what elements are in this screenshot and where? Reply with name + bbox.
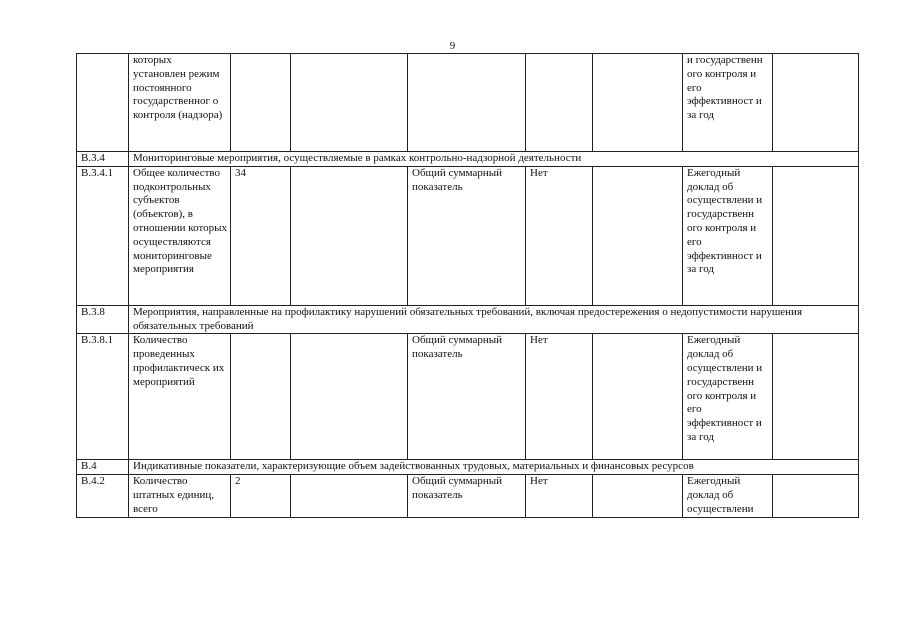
table-row [77, 166, 859, 305]
row-code: B.3.4.1 [77, 166, 129, 305]
indicator-flag: Нет [526, 334, 593, 460]
indicator-name: Количество проведенных профилактическ их мероприятий [129, 334, 231, 460]
section-title: Индикативные показатели, характеризующие объем задействованных трудовых, материальных и финансовых ресурсов [129, 460, 859, 475]
indicator-value: 34 [231, 166, 291, 305]
blank-cell [291, 166, 408, 305]
indicator-value [231, 334, 291, 460]
last-cell [773, 166, 859, 305]
row-code: B.3.8.1 [77, 334, 129, 460]
extra-cell [593, 166, 683, 305]
indicator-type: Общий суммарный показатель [408, 334, 526, 460]
indicator-source: Ежегодный доклад об осуществлени и государственн ого контроля и его эффективност и за год [683, 166, 773, 305]
blank-cell [291, 475, 408, 518]
indicator-source: Ежегодный доклад об осуществлени [683, 475, 773, 518]
indicator-value: 2 [231, 475, 291, 518]
extra-cell [593, 334, 683, 460]
extra-cell [593, 54, 683, 152]
section-code: B.4 [77, 460, 129, 475]
indicator-name: которых установлен режим постоянного государственног о контроля (надзора) [129, 54, 231, 152]
page-number: 9 [449, 40, 456, 52]
last-cell [773, 54, 859, 152]
last-cell [773, 334, 859, 460]
table-row [77, 54, 859, 152]
row-code: B.4.2 [77, 475, 129, 518]
indicator-name: Количество штатных единиц, всего [129, 475, 231, 518]
blank-cell [291, 334, 408, 460]
table-row [77, 334, 859, 460]
indicator-type: Общий суммарный показатель [408, 475, 526, 518]
section-title: Мероприятия, направленные на профилактику нарушений обязательных требований, включая предостережения о недопустимости нарушения обязательных требований [129, 305, 859, 334]
indicator-name: Общее количество подконтрольных субъектов (объектов), в отношении которых осуществляются мониторинговые мероприятия [129, 166, 231, 305]
indicator-type: Общий суммарный показатель [408, 166, 526, 305]
row-code [77, 54, 129, 152]
indicator-flag: Нет [526, 475, 593, 518]
indicator-source: Ежегодный доклад об осуществлени и государственн ого контроля и его эффективност и за год [683, 334, 773, 460]
indicator-flag: Нет [526, 166, 593, 305]
table-row [77, 475, 859, 518]
last-cell [773, 475, 859, 518]
indicator-type [408, 54, 526, 152]
blank-cell [291, 54, 408, 152]
section-code: B.3.4 [77, 152, 129, 167]
section-title: Мониторинговые мероприятия, осуществляемые в рамках контрольно-надзорной деятельности [129, 152, 859, 167]
indicator-source: и государственн ого контроля и его эффективност и за год [683, 54, 773, 152]
section-row [77, 152, 859, 167]
indicator-value [231, 54, 291, 152]
indicators-table [76, 53, 859, 518]
extra-cell [593, 475, 683, 518]
indicator-flag [526, 54, 593, 152]
section-row [77, 460, 859, 475]
section-row [77, 305, 859, 334]
section-code: B.3.8 [77, 305, 129, 334]
